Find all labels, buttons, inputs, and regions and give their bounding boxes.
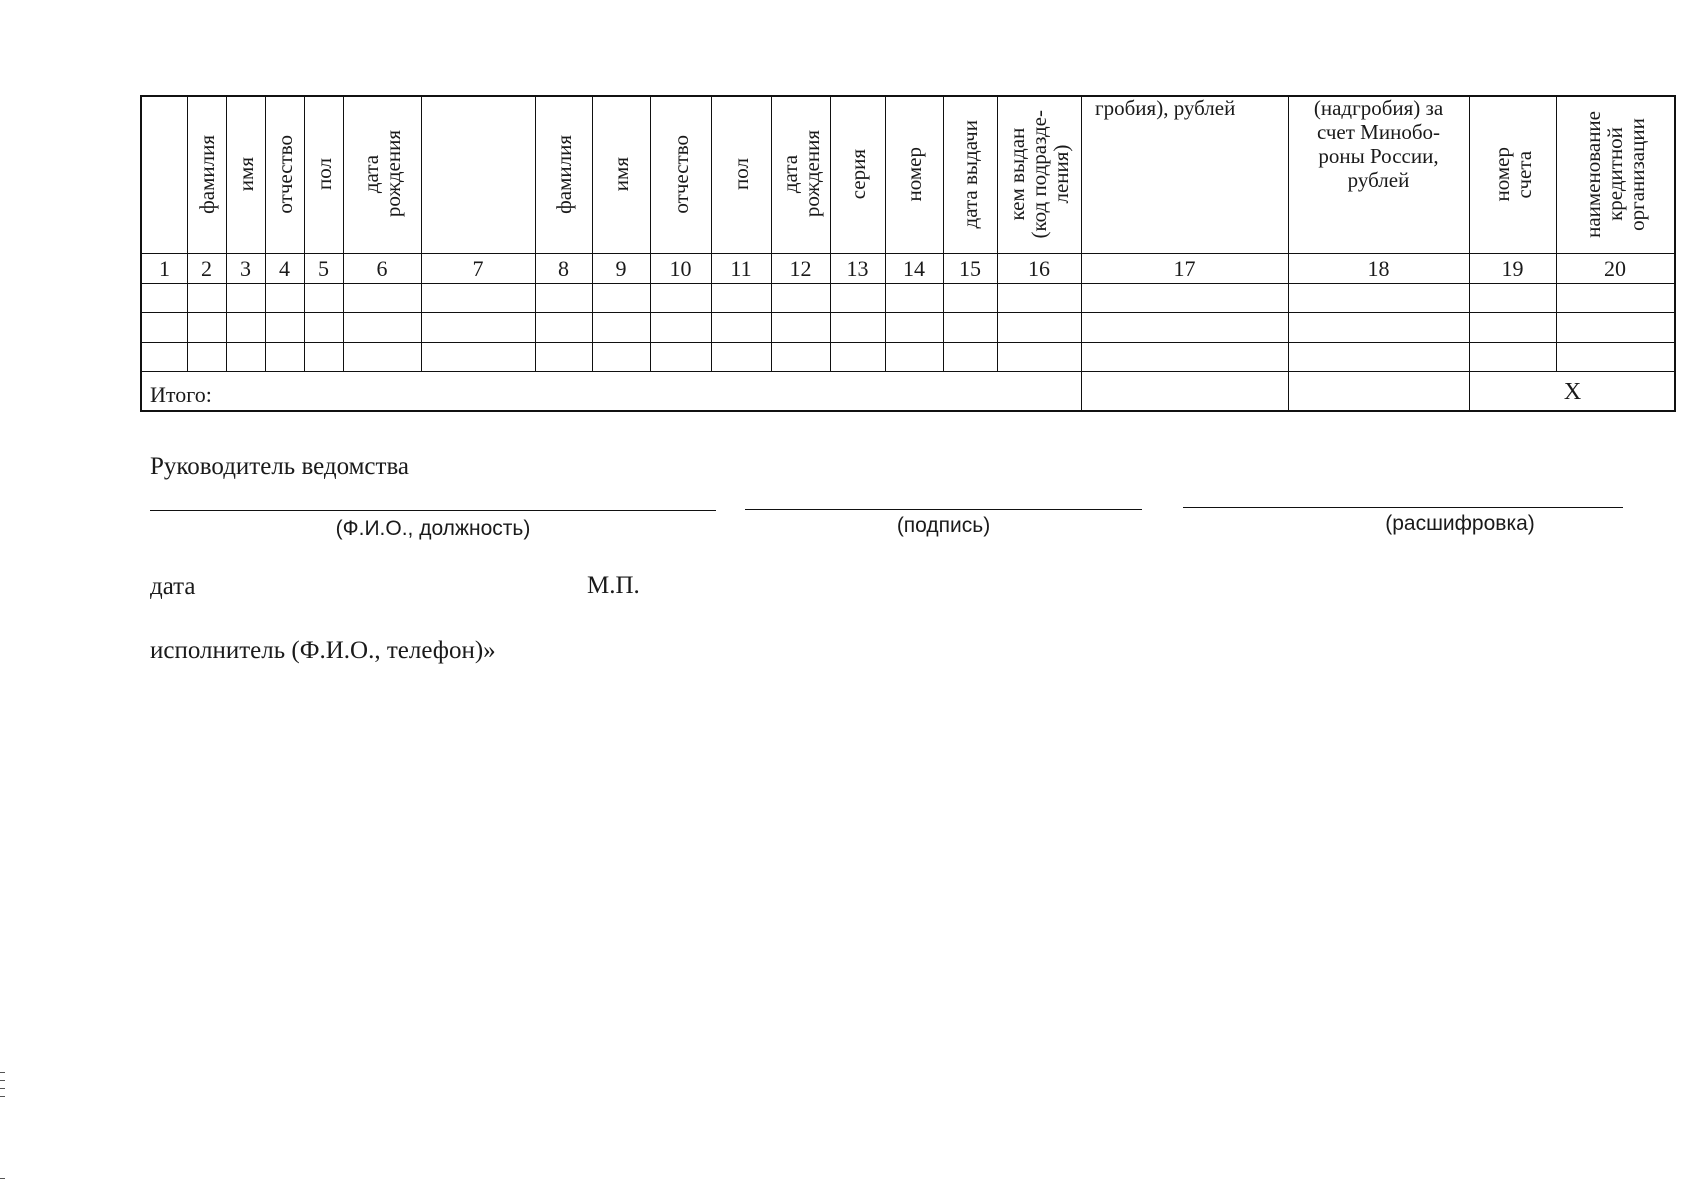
column-number: 5 <box>318 256 329 281</box>
total-x-mark: X <box>1563 379 1582 405</box>
total-label: Итого: <box>150 382 212 407</box>
row-rule-2 <box>140 342 1676 343</box>
header-number: номер <box>902 146 926 202</box>
column-number: 18 <box>1367 256 1390 281</box>
fio-label: (Ф.И.О., должность) <box>335 517 531 540</box>
numbers-rule <box>140 283 1676 284</box>
header-sex-2: пол <box>729 158 753 190</box>
header-col-18: (надгробия) за счет Минобо- роны России, рублей <box>1313 96 1444 192</box>
header-patronymic: отчество <box>272 134 297 214</box>
scan-artifact <box>0 1080 5 1081</box>
column-number: 13 <box>846 256 869 281</box>
decode-signature-line[interactable] <box>1183 507 1623 508</box>
column-number: 19 <box>1501 256 1524 281</box>
column-number: 12 <box>789 256 812 281</box>
column-number: 14 <box>903 256 925 281</box>
column-number: 16 <box>1028 256 1050 281</box>
scan-artifact <box>0 1088 5 1089</box>
column-number: 10 <box>669 256 692 281</box>
column-number: 9 <box>615 256 627 281</box>
col-rule <box>421 95 422 372</box>
stamp-label: М.П. <box>587 572 640 599</box>
column-number: 2 <box>201 256 212 281</box>
header-account-number: номер счета <box>1489 146 1536 202</box>
signature-heading: Руководитель ведомства <box>150 453 410 480</box>
header-credit-org: наименование кредитной организации <box>1581 110 1649 238</box>
column-number: 4 <box>279 256 290 281</box>
column-number: 6 <box>376 256 388 281</box>
row-rule-1 <box>140 312 1676 313</box>
table-border-bottom <box>140 410 1676 412</box>
column-number: 7 <box>472 256 484 281</box>
column-number: 15 <box>959 256 981 281</box>
scan-artifact <box>0 1096 5 1097</box>
column-number: 3 <box>240 256 251 281</box>
sign-signature-line[interactable] <box>745 509 1142 510</box>
column-number: 1 <box>159 256 170 281</box>
header-patronymic-2: отчество <box>668 134 693 214</box>
header-surname: фамилия <box>194 134 219 214</box>
date-label: дата <box>150 573 196 600</box>
column-number: 11 <box>730 256 752 281</box>
col-rule <box>1081 95 1082 412</box>
header-birthdate-2: дата рождения <box>777 130 824 218</box>
executor-label: исполнитель (Ф.И.О., телефон)» <box>150 637 496 664</box>
header-surname-2: фамилия <box>551 134 576 214</box>
column-number: 8 <box>558 256 569 281</box>
column-number: 17 <box>1173 256 1196 281</box>
column-number: 20 <box>1604 256 1626 281</box>
header-rule <box>140 253 1676 254</box>
fio-signature-line[interactable] <box>150 510 716 511</box>
scan-artifact <box>0 1072 5 1073</box>
header-name: имя <box>233 156 258 192</box>
header-birthdate: дата рождения <box>359 130 405 218</box>
header-issued-by: кем выдан (код подразде- ления) <box>1005 109 1073 239</box>
sign-label: (подпись) <box>896 514 991 537</box>
header-issue-date: дата выдачи <box>958 119 982 229</box>
header-col-17: гробия), рублей <box>1095 96 1236 120</box>
row-rule-3 <box>140 371 1676 372</box>
header-name-2: имя <box>609 156 633 192</box>
header-series: серия <box>845 148 870 200</box>
scan-artifact <box>0 1178 5 1179</box>
header-sex: пол <box>311 158 336 190</box>
decode-label: (расшифровка) <box>1385 512 1535 535</box>
